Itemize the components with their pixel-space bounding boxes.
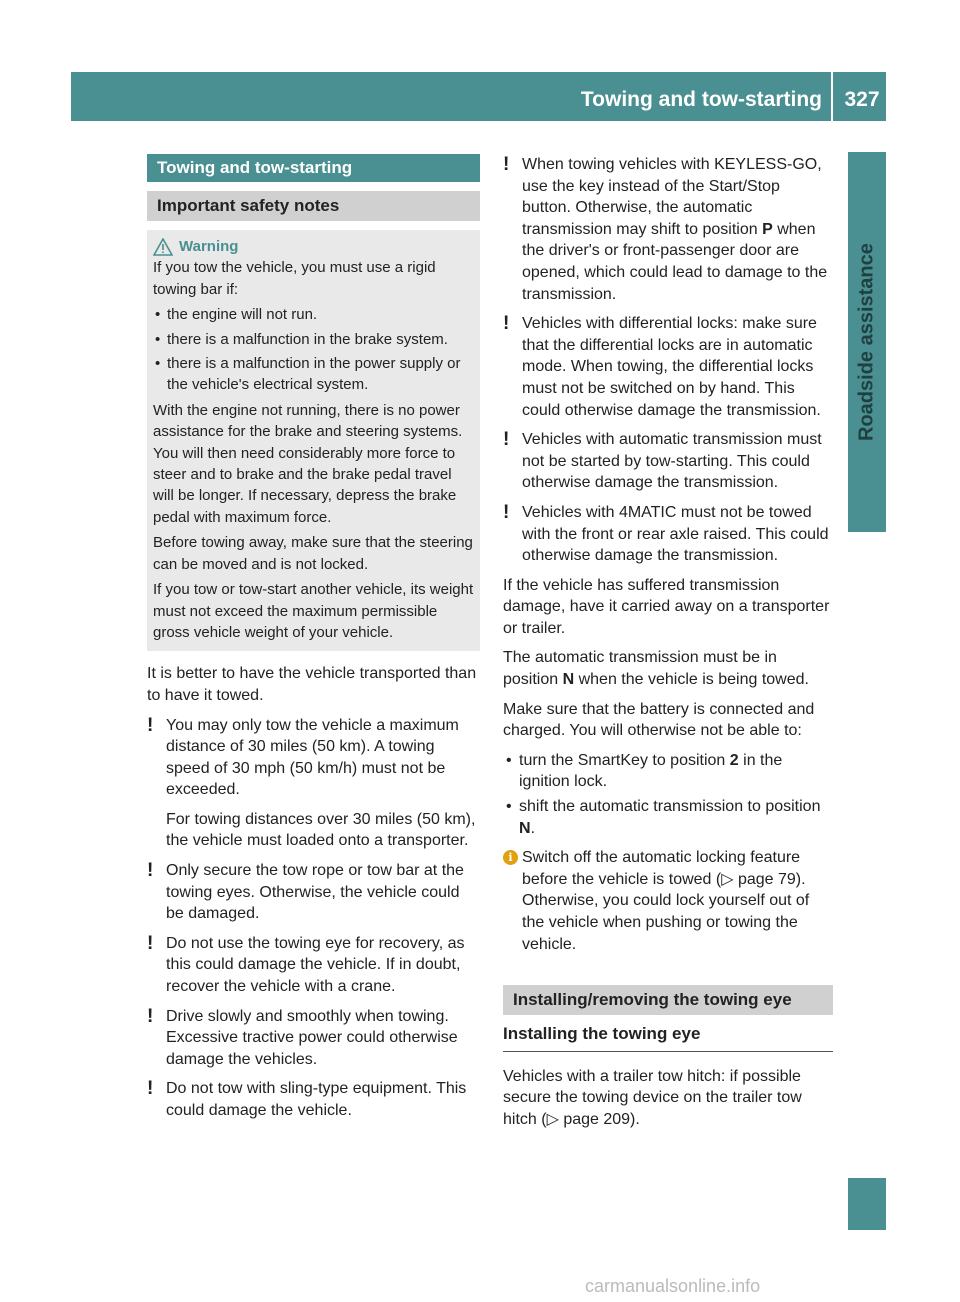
warning-box bbox=[147, 230, 480, 651]
exclamation-icon: ! bbox=[147, 1005, 154, 1027]
header-title: Towing and tow-starting bbox=[580, 88, 822, 111]
exclamation-icon: ! bbox=[503, 501, 510, 523]
warning-paragraph: Before towing away, make sure that the steering can be moved and is not locked. bbox=[153, 534, 473, 573]
info-text: Switch off the automatic locking feature before the vehicle is towed (▷ page 79). Otherwise, you could lock yourself out of the vehicle when pushing or towing the vehicle. bbox=[522, 849, 810, 953]
paragraph: If the vehicle has suffered transmission damage, have it carried away on a transporter or trailer. bbox=[503, 576, 830, 637]
exclamation-icon: ! bbox=[147, 932, 154, 954]
note-text: Drive slowly and smoothly when towing. Excessive tractive power could otherwise damage the vehicles. bbox=[166, 1007, 458, 1068]
watermark: carmanualsonline.info bbox=[585, 1276, 761, 1296]
warning-bullets bbox=[153, 304, 474, 396]
warning-intro: If you tow the vehicle, you must use a rigid towing bar if: bbox=[153, 259, 436, 298]
caution-note bbox=[503, 502, 833, 567]
caution-note bbox=[147, 1078, 480, 1121]
warning-bullet: • there is a malfunction in the power supply or the vehicle's electrical system. bbox=[153, 353, 474, 396]
right-column bbox=[503, 154, 833, 1139]
caution-note bbox=[147, 860, 480, 925]
note-text: Do not tow with sling-type equipment. This could damage the vehicle. bbox=[166, 1080, 467, 1119]
sub-heading: Installing the towing eye bbox=[503, 1023, 833, 1052]
caution-note bbox=[147, 1006, 480, 1071]
exclamation-icon: ! bbox=[147, 1078, 154, 1100]
caution-note bbox=[147, 933, 480, 998]
note-text: You may only tow the vehicle a maximum distance of 30 miles (50 km). A towing speed of 30 mph (50 km/h) must not be exceeded. bbox=[166, 716, 459, 799]
bullet-item: • shift the automatic transmission to position N. bbox=[503, 796, 833, 839]
warning-paragraph: If you tow or tow-start another vehicle, its weight must not exceed the maximum permissible gross vehicle weight of your vehicle. bbox=[153, 581, 474, 641]
bullet-item: • turn the SmartKey to position 2 in the ignition lock. bbox=[503, 750, 833, 793]
warning-bullet: • the engine will not run. bbox=[153, 304, 474, 325]
caution-note bbox=[503, 429, 833, 494]
page-number: 327 bbox=[844, 88, 880, 111]
exclamation-icon: ! bbox=[147, 714, 154, 736]
exclamation-icon: ! bbox=[503, 313, 510, 335]
intro-paragraph: It is better to have the vehicle transported than to have it towed. bbox=[147, 665, 477, 704]
note-text: Vehicles with automatic transmission must not be started by tow-starting. This could otherwise damage the transmission. bbox=[522, 431, 822, 492]
left-column bbox=[147, 154, 480, 1130]
exclamation-icon: ! bbox=[503, 429, 510, 451]
caution-note bbox=[503, 313, 833, 421]
caution-note bbox=[503, 154, 833, 305]
warning-bullet: • there is a malfunction in the brake system. bbox=[153, 329, 474, 350]
note-text: Vehicles with differential locks: make sure that the differential locks are in automatic mode. When towing, the differential locks must not be switched on by hand. This could otherwise damage the transmission. bbox=[522, 315, 821, 419]
side-tab-marker bbox=[848, 1178, 886, 1230]
warning-heading bbox=[153, 236, 474, 257]
warning-paragraph: With the engine not running, there is no power assistance for the brake and steering systems. You will then need considerably more force to steer and to brake and the brake pedal travel will be longer. If necessary, depress the brake pedal with maximum force. bbox=[153, 401, 463, 526]
exclamation-icon: ! bbox=[147, 860, 154, 882]
note-text: For towing distances over 30 miles (50 km), the vehicle must loaded onto a transporter. bbox=[166, 810, 476, 850]
warning-title: Warning bbox=[179, 238, 239, 255]
info-icon: i bbox=[503, 850, 518, 865]
bullet-list bbox=[503, 750, 833, 839]
note-text: When towing vehicles with KEYLESS-GO, use the key instead of the Start/Stop button. Otherwise, the automatic transmission may shift to position P when the driver's or front-passenger door are opened, which could lead to damage to the transmission. bbox=[522, 156, 828, 303]
section-title: Towing and tow-starting bbox=[147, 154, 480, 182]
section-title-towing-eye: Installing/removing the towing eye bbox=[503, 985, 833, 1015]
note-text: Do not use the towing eye for recovery, as this could damage the vehicle. If in doubt, recover the vehicle with a crane. bbox=[166, 934, 465, 996]
side-tab-label: Roadside assistance bbox=[855, 243, 878, 441]
info-note bbox=[503, 847, 833, 955]
paragraph: The automatic transmission must be in position N when the vehicle is being towed. bbox=[503, 649, 809, 689]
paragraph: Vehicles with a trailer tow hitch: if possible secure the towing device on the trailer tow hitch (▷ page 209). bbox=[503, 1067, 802, 1128]
subsection-title: Important safety notes bbox=[147, 191, 480, 221]
paragraph: Make sure that the battery is connected and charged. You will otherwise not be able to: bbox=[503, 700, 815, 740]
note-text: Only secure the tow rope or tow bar at the towing eyes. Otherwise, the vehicle could be damaged. bbox=[166, 862, 464, 923]
header-separator bbox=[831, 72, 833, 121]
note-text: Vehicles with 4MATIC must not be towed with the front or rear axle raised. This could otherwise damage the transmission. bbox=[522, 503, 829, 565]
caution-note bbox=[147, 715, 480, 853]
exclamation-icon: ! bbox=[503, 154, 510, 175]
warning-triangle-icon bbox=[153, 238, 173, 256]
